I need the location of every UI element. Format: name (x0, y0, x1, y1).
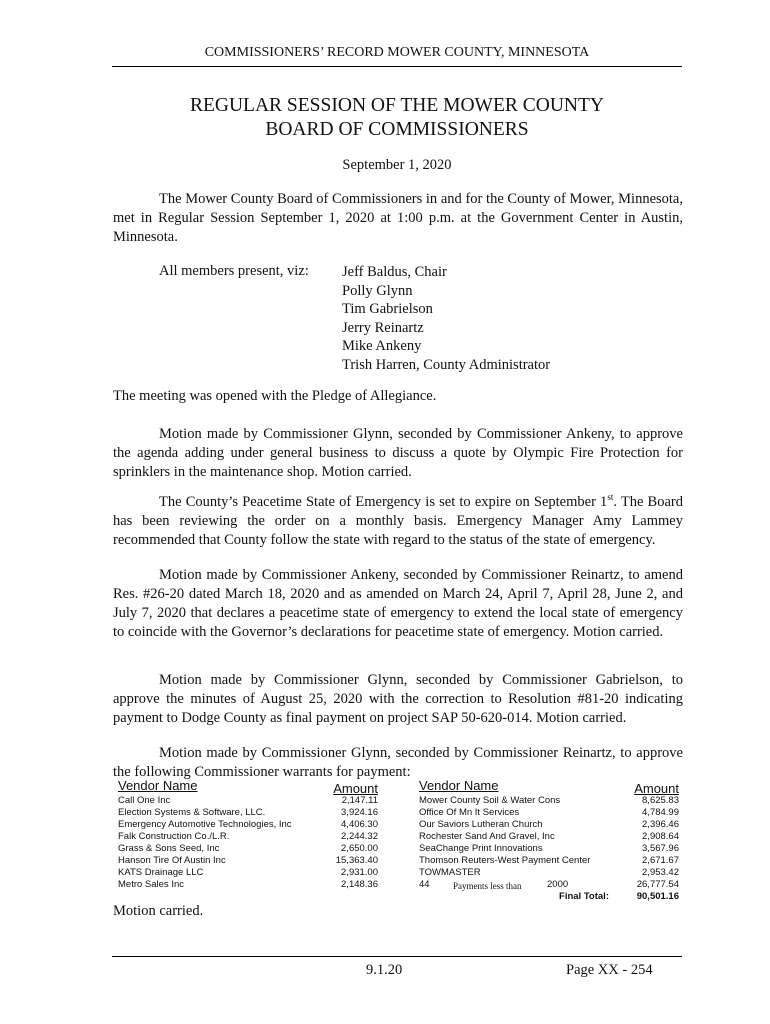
vendor-name: Thomson Reuters-West Payment Center (419, 855, 591, 866)
page-number: Page XX - 254 (566, 962, 653, 978)
document-title (112, 94, 682, 142)
amount: 2,396.46 (642, 819, 679, 830)
table-row (118, 843, 380, 855)
warrants-table-right (419, 778, 681, 903)
table-header (419, 778, 681, 795)
title-line-2: BOARD OF COMMISSIONERS (265, 119, 529, 140)
warrants-table-left (118, 778, 380, 891)
amount: 2,244.32 (341, 831, 378, 842)
emergency-superscript: st (607, 492, 614, 503)
small-payments-count: 44 (419, 879, 430, 890)
table-header (118, 778, 380, 795)
emergency-paragraph (113, 493, 683, 550)
amount: 2,908.64 (642, 831, 679, 842)
final-total-label: Final Total: (559, 891, 609, 902)
vendor-name: TOWMASTER (419, 867, 481, 878)
amount: 15,363.40 (335, 855, 378, 866)
right-rows (419, 795, 681, 879)
footer-rule (112, 956, 682, 957)
vendor-name-header: Vendor Name (118, 778, 198, 793)
vendor-name: Election Systems & Software, LLC. (118, 807, 266, 818)
vendor-name: KATS Drainage LLC (118, 867, 204, 878)
motion-warrants-paragraph: Motion made by Commissioner Glynn, seconded by Commissioner Reinartz, to approve the following Commissioner warrants for payment: (113, 745, 683, 780)
amount: 2,931.00 (341, 867, 378, 878)
amount: 8,625.83 (642, 795, 679, 806)
small-payments-label: Payments less than (453, 881, 522, 891)
member-list (342, 263, 550, 374)
table-row (419, 843, 681, 855)
amount: 4,784.99 (642, 807, 679, 818)
vendor-name: Mower County Soil & Water Cons (419, 795, 561, 806)
motion-minutes-paragraph: Motion made by Commissioner Glynn, seconded by Commissioner Gabrielson, to approve the minutes of August 25, 2020 with the correction to Resolution #81-20 indicating payment to Dodge County as final payment on project SAP 50-620-014. Motion carried. (113, 672, 683, 726)
table-row (419, 795, 681, 807)
running-header: COMMISSIONERS’ RECORD MOWER COUNTY, MINNESOTA (204, 45, 590, 60)
vendor-name: Hanson Tire Of Austin Inc (118, 855, 226, 866)
member-item: Polly Glynn (342, 282, 413, 299)
table-row (118, 807, 380, 819)
small-payments-row (419, 879, 681, 891)
member-item: Jerry Reinartz (342, 319, 424, 336)
header-rule (112, 66, 682, 67)
vendor-name: Grass & Sons Seed, Inc (118, 843, 220, 854)
amount: 4,406.30 (341, 819, 378, 830)
table-row (419, 807, 681, 819)
intro-paragraph: The Mower County Board of Commissioners in and for the County of Mower, Minnesota, met in Regular Session September 1, 2020 at 1:00 p.m. at the Government Center in Austin, Minnesota. (113, 191, 683, 245)
small-payments-threshold: 2000 (547, 879, 569, 890)
member-item: Tim Gabrielson (342, 301, 433, 317)
member-item: Mike Ankeny (342, 338, 422, 354)
table-row (118, 855, 380, 867)
meeting-date: September 1, 2020 (342, 157, 452, 173)
vendor-name: Falk Construction Co./L.R. (118, 831, 230, 842)
amount: 3,567.96 (642, 843, 679, 854)
table-row (419, 855, 681, 867)
amount: 2,650.00 (341, 843, 378, 854)
motion-agenda-paragraph: Motion made by Commissioner Glynn, seconded by Commissioner Ankeny, to approve the agenda adding under general business to discuss a quote by Olympic Fire Protection for sprinklers in the maintenance shop. Motion carried. (113, 426, 683, 480)
member-item: Jeff Baldus, Chair (342, 264, 447, 280)
emergency-text-2: . The Board has been reviewing the order on a monthly basis. Emergency Manager Amy Lammey recommended that County follow the state with regard to the status of the state of emergency. (113, 494, 683, 548)
amount: 2,953.42 (642, 867, 679, 878)
vendor-name: Office Of Mn It Services (419, 807, 520, 818)
table-row (419, 831, 681, 843)
vendor-name: Emergency Automotive Technologies, Inc (118, 819, 292, 830)
vendor-name: SeaChange Print Innovations (419, 843, 543, 854)
table-row (118, 795, 380, 807)
emergency-text-1: The County’s Peacetime State of Emergency is set to expire on September 1 (159, 494, 608, 510)
small-payments-amount: 26,777.54 (636, 879, 679, 890)
left-rows (118, 795, 380, 891)
vendor-name: Call One Inc (118, 795, 171, 806)
final-total-row (419, 891, 681, 903)
amount: 2,148.36 (341, 879, 378, 890)
footer-date: 9.1.20 (366, 962, 403, 978)
vendor-name: Our Saviors Lutheran Church (419, 819, 543, 830)
table-row (118, 831, 380, 843)
amount: 2,147.11 (341, 795, 378, 806)
motion-carried: Motion carried. (113, 903, 204, 919)
table-row (419, 867, 681, 879)
table-row (419, 819, 681, 831)
amount-header: Amount (333, 781, 378, 796)
member-item: Trish Harren, County Administrator (342, 356, 551, 373)
vendor-name: Rochester Sand And Gravel, Inc (419, 831, 555, 842)
table-row (118, 879, 380, 891)
pledge-paragraph: The meeting was opened with the Pledge of Allegiance. (113, 388, 437, 404)
amount: 3,924.16 (341, 807, 378, 818)
table-row (118, 867, 380, 879)
motion-emergency-paragraph: Motion made by Commissioner Ankeny, seconded by Commissioner Reinartz, to amend Res. #26-20 dated March 18, 2020 and as amended on March 24, April 7, April 28, June 2, and July 7, 2020 that declares a peacetime state of emergency to extend the local state of emergency to coincide with the Governor’s declarations for peacetime state of emergency. Motion carried. (113, 567, 683, 640)
attendance-label: All members present, viz: (159, 263, 309, 279)
amount: 2,671.67 (642, 855, 679, 866)
vendor-name-header: Vendor Name (419, 778, 499, 793)
table-row (118, 819, 380, 831)
final-total-amount: 90,501.16 (636, 891, 679, 902)
title-line-1: REGULAR SESSION OF THE MOWER COUNTY (189, 95, 605, 116)
amount-header: Amount (634, 781, 679, 796)
vendor-name: Metro Sales Inc (118, 879, 184, 890)
